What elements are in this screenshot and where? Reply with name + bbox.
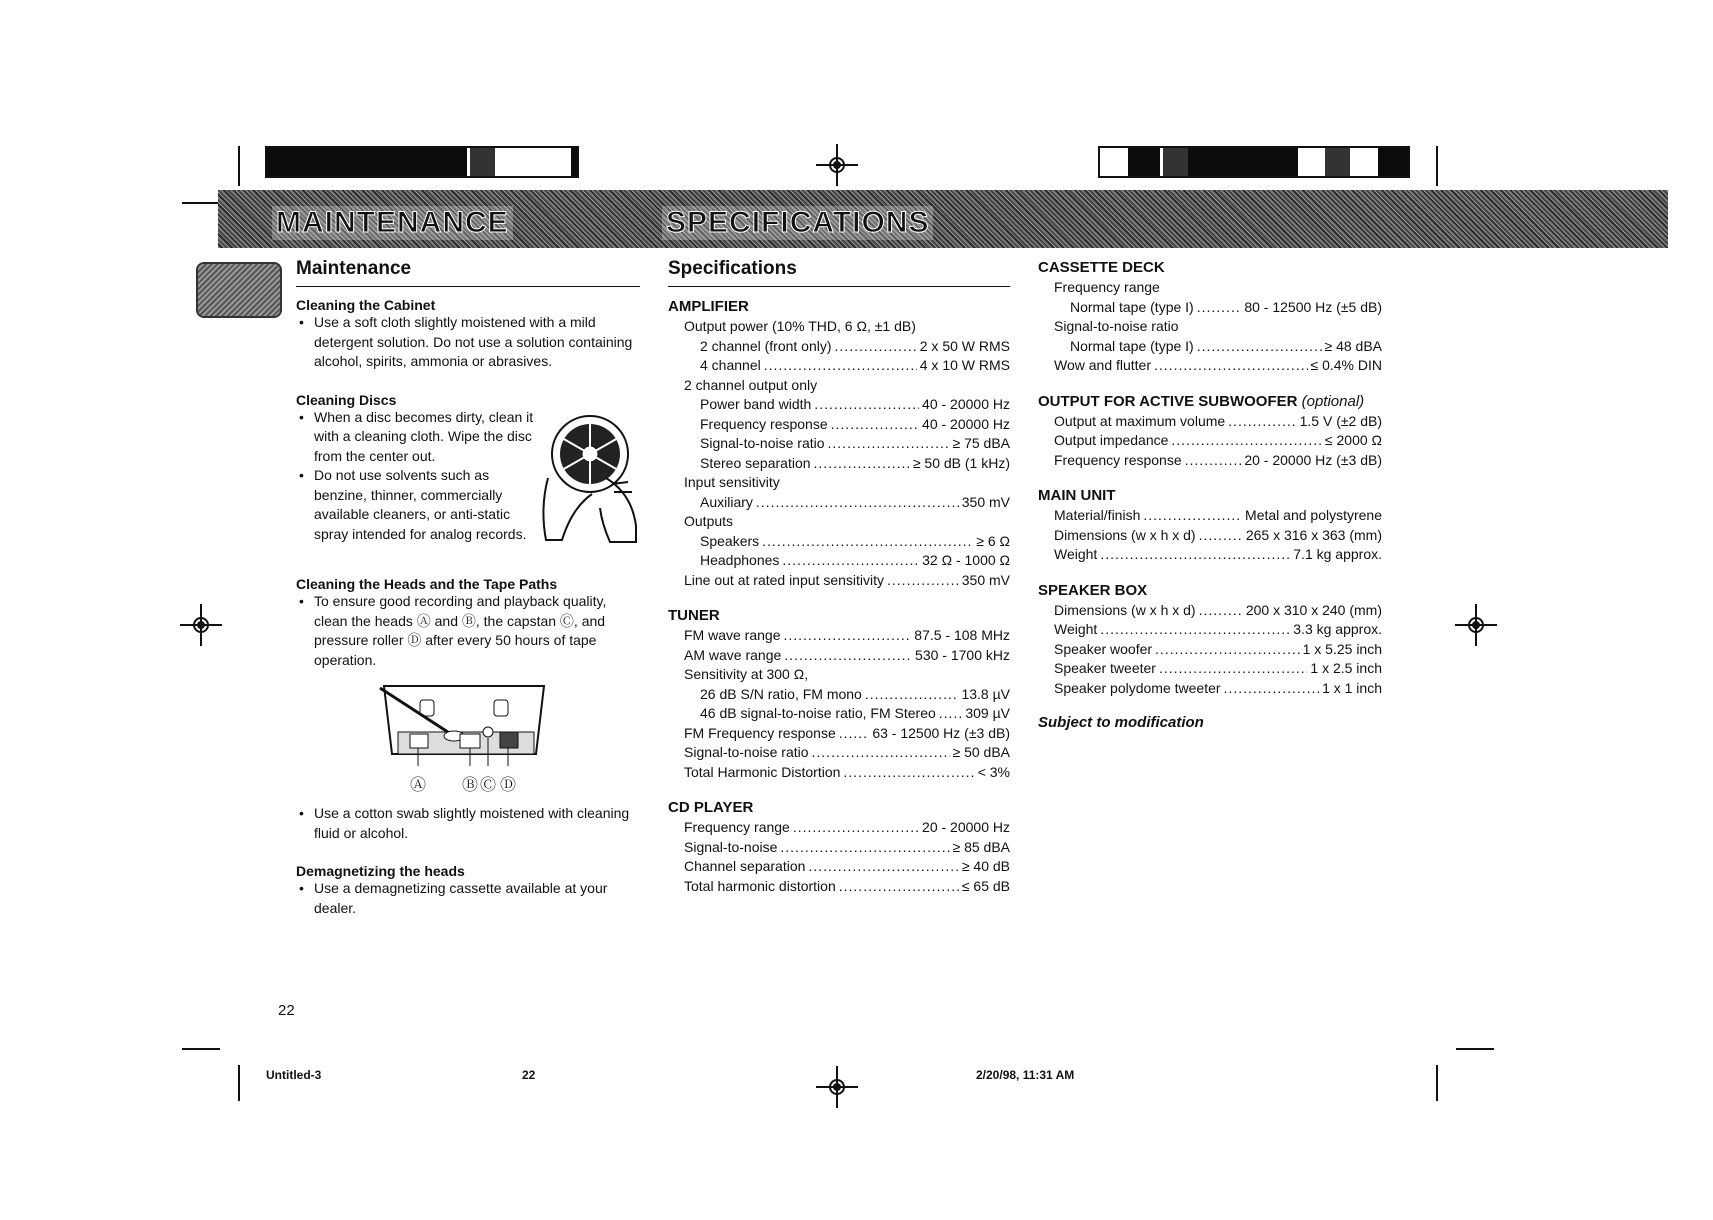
section-title-maintenance: Maintenance	[296, 258, 640, 287]
spec-row: Normal tape (type I) ..... ≥ 48 dBA	[1038, 337, 1382, 357]
list-item: • To ensure good recording and playback quality, clean the heads Ⓐ and Ⓑ, the capstan Ⓒ, and pressure roller Ⓓ after every 50 hours of tape operation.	[314, 592, 640, 670]
spec-label: Output power (10% THD, 6 Ω, ±1 dB)	[684, 318, 916, 334]
footer-page: 22	[522, 1068, 536, 1082]
maintenance-column	[296, 258, 640, 918]
subheading-heads: Cleaning the Heads and the Tape Paths	[296, 576, 558, 592]
spec-row: FM wave range ..... 87.5 - 108 MHz	[668, 626, 1010, 646]
crop-mark	[182, 202, 218, 204]
spec-row: 2 channel (front only) ..... 2 x 50 W RMS	[668, 337, 1010, 357]
subheading-cabinet: Cleaning the Cabinet	[296, 297, 436, 313]
figure-label-a: Ⓐ	[410, 777, 427, 794]
spec-row: Output impedance ..... ≤ 2000 Ω	[1038, 431, 1382, 451]
spec-row: Line out at rated input sensitivity ..... 350 mV	[668, 571, 1010, 591]
spec-row: Speaker polydome tweeter ..... 1 x 1 inch	[1038, 679, 1382, 699]
spec-row: Weight ..... 7.1 kg approx.	[1038, 545, 1382, 565]
spec-label: Signal-to-noise ratio	[1054, 318, 1179, 334]
list-item: • Use a cotton swab slightly moistened with cleaning fluid or alcohol.	[314, 804, 640, 843]
footer-filename: Untitled-3	[266, 1068, 322, 1082]
spec-row: Normal tape (type I) ..... 80 - 12500 Hz (±5 dB)	[1038, 298, 1382, 318]
spec-row: Channel separation ..... ≥ 40 dB	[668, 857, 1010, 877]
heads-list-2	[296, 804, 640, 843]
spec-row: Dimensions (w x h x d) ..... 200 x 310 x 240 (mm)	[1038, 601, 1382, 621]
figure-label-b: Ⓑ	[462, 777, 479, 794]
spec-row: AM wave range ..... 530 - 1700 kHz	[668, 646, 1010, 666]
note-subject-to-modification: Subject to modification	[1038, 714, 1204, 731]
disc-cleaning-illustration	[532, 408, 642, 544]
figure-label-c: Ⓒ	[480, 777, 497, 794]
list-item: • When a disc becomes dirty, clean it with a cleaning cloth. Wipe the disc from the center out.	[314, 408, 540, 467]
demag-list	[296, 879, 640, 918]
spec-row: Total Harmonic Distortion ..... < 3%	[668, 763, 1010, 783]
spec-row: Speaker tweeter ..... 1 x 2.5 inch	[1038, 659, 1382, 679]
crop-mark	[238, 146, 240, 186]
category-subwoofer: OUTPUT FOR ACTIVE SUBWOOFER (optional)	[1038, 392, 1365, 410]
registration-mark-icon	[822, 1072, 852, 1102]
spec-label: Frequency range	[1054, 279, 1160, 295]
spec-row: Speaker woofer ..... 1 x 5.25 inch	[1038, 640, 1382, 660]
spec-row: Auxiliary ..... 350 mV	[668, 493, 1010, 513]
registration-mark-icon	[186, 610, 216, 640]
specifications-column	[668, 258, 1010, 896]
spec-row: Signal-to-noise ratio ..... ≥ 50 dBA	[668, 743, 1010, 763]
page-number: 22	[278, 1002, 295, 1019]
spec-row: Speakers ..... ≥ 6 Ω	[668, 532, 1010, 552]
spec-row: Wow and flutter ..... ≤ 0.4% DIN	[1038, 356, 1382, 376]
spec-label: 2 channel output only	[684, 376, 818, 393]
spec-row: Output at maximum volume ..... 1.5 V (±2 dB)	[1038, 412, 1382, 432]
spec-row: Signal-to-noise ratio ..... ≥ 75 dBA	[668, 434, 1010, 454]
tape-head-figure	[296, 678, 640, 796]
crop-mark	[182, 1048, 220, 1050]
spec-label: Outputs	[684, 513, 734, 529]
spec-row: Dimensions (w x h x d) ..... 265 x 316 x 363 (mm)	[1038, 526, 1382, 546]
registration-mark-icon	[1461, 610, 1491, 640]
subheading-discs: Cleaning Discs	[296, 391, 397, 408]
category-cassette-deck: CASSETTE DECK	[1038, 259, 1165, 276]
spec-row: Frequency response ..... 40 - 20000 Hz	[668, 415, 1010, 435]
optional-note: (optional)	[1301, 392, 1365, 410]
crop-mark	[238, 1065, 240, 1101]
spec-row: 4 channel ..... 4 x 10 W RMS	[668, 356, 1010, 376]
spec-row: 46 dB signal-to-noise ratio, FM Stereo ..... 309 µV	[668, 704, 1010, 724]
registration-mark-icon	[822, 150, 852, 180]
spec-row: Frequency response ..... 20 - 20000 Hz (±3 dB)	[1038, 451, 1382, 471]
list-item: • Use a demagnetizing cassette available at your dealer.	[314, 879, 640, 918]
spec-row: Power band width ..... 40 - 20000 Hz	[668, 395, 1010, 415]
discs-list	[296, 408, 540, 545]
category-amplifier: AMPLIFIER	[668, 298, 749, 315]
footer-date: 2/20/98, 11:31 AM	[976, 1068, 1075, 1082]
side-tab-icon	[196, 262, 282, 318]
spec-row: Signal-to-noise ..... ≥ 85 dBA	[668, 838, 1010, 858]
spec-row: Headphones ..... 32 Ω - 1000 Ω	[668, 551, 1010, 571]
crop-mark	[1436, 1065, 1438, 1101]
banner-title-specifications: SPECIFICATIONS	[662, 206, 933, 240]
color-bar-right	[1098, 146, 1410, 178]
spec-row: 26 dB S/N ratio, FM mono ..... 13.8 µV	[668, 685, 1010, 705]
spec-row: Stereo separation ..... ≥ 50 dB (1 kHz)	[668, 454, 1010, 474]
crop-mark	[1436, 146, 1438, 186]
spec-label: Sensitivity at 300 Ω,	[684, 666, 809, 682]
banner-title-maintenance: MAINTENANCE	[272, 206, 513, 240]
crop-mark	[1456, 1048, 1494, 1050]
spec-row: Frequency range ..... 20 - 20000 Hz	[668, 818, 1010, 838]
subheading-demagnetize: Demagnetizing the heads	[296, 863, 465, 879]
list-item: • Do not use solvents such as benzine, thinner, commercially available cleaners, or anti-static spray intended for analog records.	[314, 466, 540, 544]
specifications-column-2	[1038, 258, 1382, 731]
section-title-specifications: Specifications	[668, 258, 1010, 287]
tape-deck-illustration	[376, 682, 554, 778]
category-cd-player: CD PLAYER	[668, 799, 754, 816]
figure-label-d: Ⓓ	[500, 777, 517, 794]
spec-row: Material/finish ..... Metal and polystyrene	[1038, 506, 1382, 526]
list-item: • Use a soft cloth slightly moistened with a mild detergent solution. Do not use a solution containing alcohol, spirits, ammonia or abrasives.	[314, 313, 640, 372]
category-speaker-box: SPEAKER BOX	[1038, 581, 1148, 599]
spec-row: FM Frequency response ..... 63 - 12500 Hz (±3 dB)	[668, 724, 1010, 744]
color-bar-left	[265, 146, 579, 178]
cabinet-list	[296, 313, 640, 372]
spec-label: Input sensitivity	[684, 474, 780, 490]
spec-row: Total harmonic distortion ..... ≤ 65 dB	[668, 877, 1010, 897]
category-tuner: TUNER	[668, 607, 720, 624]
category-main-unit: MAIN UNIT	[1038, 487, 1116, 504]
spec-row: Weight ..... 3.3 kg approx.	[1038, 620, 1382, 640]
heads-list	[296, 592, 640, 670]
